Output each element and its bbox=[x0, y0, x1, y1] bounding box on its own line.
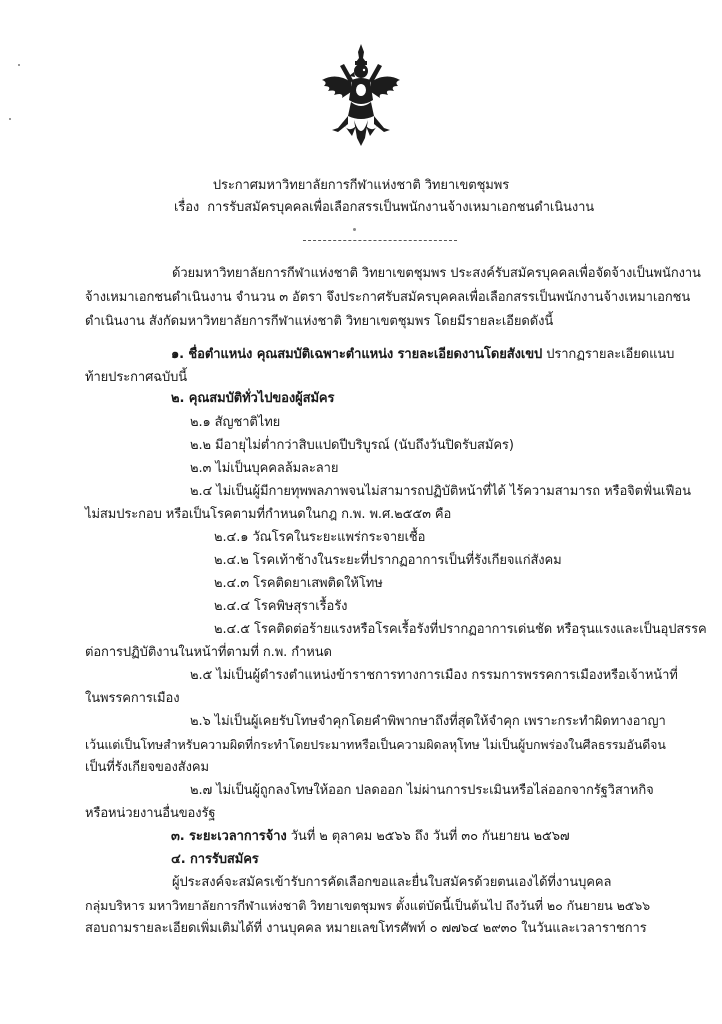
item-2-4-2: ๒.๔.๒ โรคเท้าช้างในระยะที่ปรากฏอาการเป็นที่รังเกียจแก่สังคม bbox=[214, 553, 562, 568]
item-2-7-line-1: ๒.๗ ไม่เป็นผู้ถูกลงโทษให้ออก ปลดออก ไม่ผ่านการประเมินหรือไล่ออกจากรัฐวิสาหกิจ bbox=[190, 783, 654, 798]
section-3-heading: ๓. ระยะเวลาการจ้าง bbox=[171, 829, 287, 844]
item-2-4-3: ๒.๔.๓ โรคติดยาเสพติดให้โทษ bbox=[214, 576, 383, 591]
item-2-4-1: ๒.๔.๑ วัณโรคในระยะแพร่กระจายเชื้อ bbox=[214, 530, 426, 545]
item-2-4-5-line-1: ๒.๔.๕ โรคติดต่อร้ายแรงหรือโรคเรื้อรังที่ปรากฏอาการเด่นชัด หรือรุนแรงและเป็นอุปสรรค bbox=[214, 622, 707, 637]
item-2-4-line-1: ๒.๔ ไม่เป็นผู้มีกายทุพพลภาพจนไม่สามารถปฏิบัติหน้าที่ได้ ไร้ความสามารถ หรือจิตฟั่นเฟือน bbox=[190, 484, 691, 499]
item-2-7-line-2: หรือหน่วยงานอื่นของรัฐ bbox=[85, 806, 216, 821]
section-3-text: วันที่ ๒ ตุลาคม ๒๕๖๖ ถึง วันที่ ๓๐ กันยายน ๒๕๖๗ bbox=[290, 829, 570, 844]
section-2-heading: ๒. คุณสมบัติทั่วไปของผู้สมัคร bbox=[171, 391, 335, 406]
item-2-1: ๒.๑ สัญชาติไทย bbox=[190, 415, 281, 430]
item-2-5-line-2: ในพรรคการเมือง bbox=[85, 691, 180, 706]
section-4-line-3: สอบถามรายละเอียดเพิ่มเติมได้ที่ งานบุคคล หมายเลขโทรศัพท์ ๐ ๗๗๖๔ ๒๙๓๐ ในวันและเวลาราชการ bbox=[85, 921, 647, 936]
garuda-emblem-icon bbox=[318, 42, 404, 148]
intro-line-1: ด้วยมหาวิทยาลัยการกีฬาแห่งชาติ วิทยาเขตชุมพร ประสงค์รับสมัครบุคคลเพื่อจัดจ้างเป็นพนักงาน bbox=[172, 266, 701, 281]
item-2-6-line-3: เป็นที่รังเกียจของสังคม bbox=[85, 760, 209, 775]
section-1-text: ปรากฏรายละเอียดแนบ bbox=[546, 347, 675, 362]
section-4-heading: ๔. การรับสมัคร bbox=[171, 852, 259, 867]
section-1-heading: ๑. ชื่อตำแหน่ง คุณสมบัติเฉพาะตำแหน่ง รายละเอียดงานโดยสังเขป bbox=[171, 347, 543, 362]
header-divider bbox=[303, 240, 457, 241]
subject-label: เรื่อง bbox=[174, 200, 200, 215]
item-2-4-4: ๒.๔.๔ โรคพิษสุราเรื้อรัง bbox=[214, 599, 348, 614]
item-2-2: ๒.๒ มีอายุไม่ต่ำกว่าสิบแปดปีบริบูรณ์ (นับถึงวันปิดรับสมัคร) bbox=[190, 438, 514, 453]
header-dot bbox=[353, 228, 356, 231]
section-4-line-1: ผู้ประสงค์จะสมัครเข้ารับการคัดเลือกขอและยื่นใบสมัครด้วยตนเองได้ที่งานบุคคล bbox=[172, 875, 612, 890]
item-2-6-line-2: เว้นแต่เป็นโทษสำหรับความผิดที่กระทำโดยประมาทหรือเป็นความผิดลหุโทษ ไม่เป็นผู้บกพร่องในศีลธรรมอันดีจน bbox=[85, 737, 666, 752]
item-2-4-5-line-2: ต่อการปฏิบัติงานในหน้าที่ตามที่ ก.พ. กำหนด bbox=[85, 645, 332, 660]
scan-speck bbox=[9, 118, 11, 120]
item-2-6-line-1: ๒.๖ ไม่เป็นผู้เคยรับโทษจำคุกโดยคำพิพากษาถึงที่สุดให้จำคุก เพราะกระทำผิดทางอาญา bbox=[190, 714, 666, 729]
section-1-continuation: ท้ายประกาศฉบับนี้ bbox=[85, 370, 188, 385]
scan-speck bbox=[18, 64, 20, 66]
announcement-title: ประกาศมหาวิทยาลัยการกีฬาแห่งชาติ วิทยาเขตชุมพร bbox=[212, 178, 510, 193]
item-2-3: ๒.๓ ไม่เป็นบุคคลล้มละลาย bbox=[190, 461, 339, 476]
item-2-5-line-1: ๒.๕ ไม่เป็นผู้ดำรงตำแหน่งข้าราชการทางการเมือง กรรมการพรรคการเมืองหรือเจ้าหน้าที่ bbox=[190, 668, 678, 683]
intro-line-2: จ้างเหมาเอกชนดำเนินงาน จำนวน ๓ อัตรา จึงประกาศรับสมัครบุคคลเพื่อเลือกสรรเป็นพนักงานจ้างเหมาเอกชน bbox=[85, 290, 691, 305]
intro-line-3: ดำเนินงาน สังกัดมหาวิทยาลัยการกีฬาแห่งชาติ วิทยาเขตชุมพร โดยมีรายละเอียดดังนี้ bbox=[85, 314, 554, 329]
subject-text: การรับสมัครบุคคลเพื่อเลือกสรรเป็นพนักงานจ้างเหมาเอกชนดำเนินงาน bbox=[207, 200, 595, 215]
section-4-line-2: กลุ่มบริหาร มหาวิทยาลัยการกีฬาแห่งชาติ วิทยาเขตชุมพร ตั้งแต่บัดนี้เป็นต้นไป ถึงวันที่ ๒๐ กันยายน ๒๕๖๖ bbox=[85, 898, 650, 913]
item-2-4-line-2: ไม่สมประกอบ หรือเป็นโรคตามที่กำหนดในกฎ ก.พ. พ.ศ.๒๕๕๓ คือ bbox=[85, 507, 452, 522]
